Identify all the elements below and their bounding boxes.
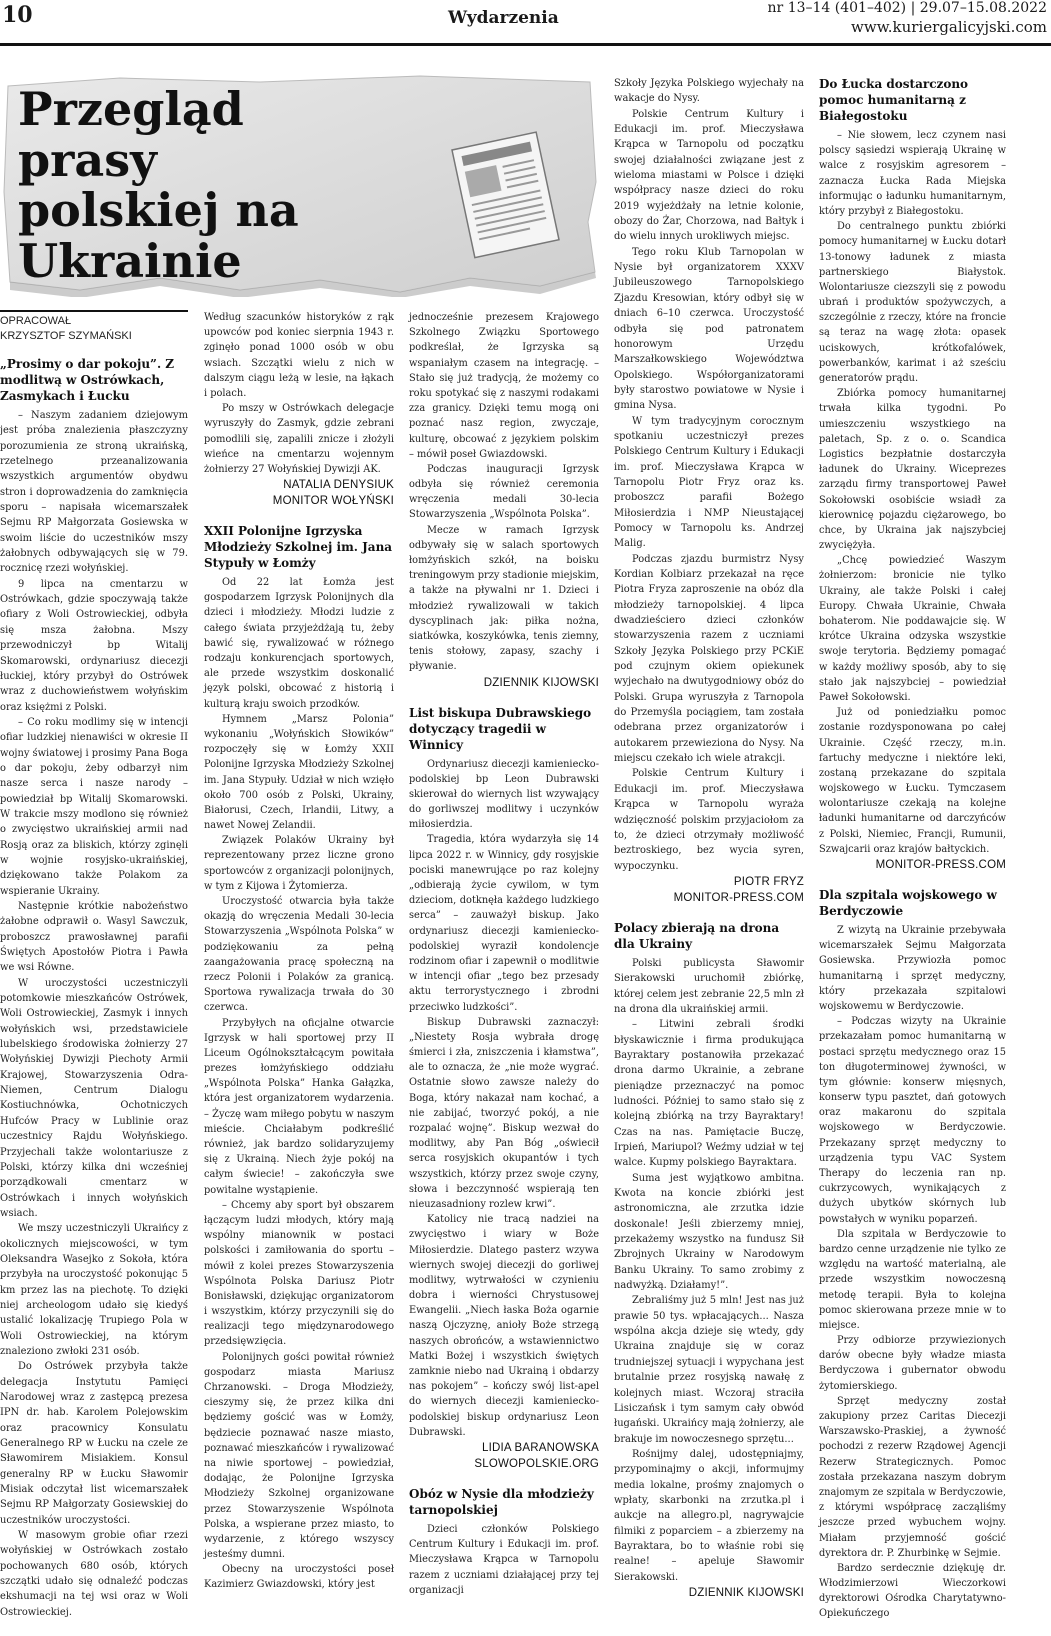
- paragraph: Mecze w ramach Igrzysk odbywały się w salach sportowych łomżyńskich szkół, na boisku treningowym przy stadionie miejskim, a także na pływalni nr 1. Dzieci i młodzież rywalizowali w takich dyscyplinach jak: piłka nożna, siatkówka, koszykówka, tenis ziemny, tenis stołowy, zapasy, szachy i pływanie.: [409, 524, 599, 673]
- paragraph: – Co roku modlimy się w intencji ofiar ludzkiej nienawiści w okresie II wojny światowej i prosimy Pana Boga o dar pokoju, żeby odbarzył nim nasze serca i nasze narody – powiedział bp Witalij Skomarowski. W trakcie mszy modlono się również o zwycięstwo ukraińskiej armii nad Rosją oraz za bliskich, którzy zginęli w wojnie rosyjsko-ukraińskiej, dziękowano także Polakom za wspieranie Ukrainy.: [0, 716, 188, 897]
- paragraph: Obecny na uroczystości poseł Kazimierz Gwiazdowski, który jest: [204, 1564, 394, 1591]
- paragraph: Szkoły Języka Polskiego wyjechały na wakacje do Nysy.: [614, 78, 804, 105]
- source: SLOWOPOLSKIE.ORG: [474, 1457, 599, 1470]
- paragraph: Zebraliśmy już 5 mln! Jest nas już prawie 50 tys. wpłacających... Nasza wspólna akcja dzieje się wtedy, gdy Ukraina znajduje się w coraz trudniejszej sytuacji i wypychana jest brutalnie przez rosyjską nawałę z kolejnych miast. Wczoraj straciła Lisiczańsk i tym samym cały obwód ługański. Ukraińcy mają żołnierzy, ale brakuje im nowoczesnego sprzętu...: [614, 1295, 804, 1445]
- column-5: [819, 76, 1006, 1622]
- byline-role: OPRACOWAŁ: [0, 315, 72, 327]
- paragraph: Według szacunków historyków z rąk upowców pod koniec sierpnia 1943 r. zginęło ponad 1000 osób w obu wsiach. Szczątki wielu z nich w dalszym ciągu leżą w lesie, na łąkach i polach.: [204, 312, 394, 399]
- paragraph: Bardzo serdecznie dziękuję dr. Włodzimierzowi Wieczorkowi dyrektorowi Ośrodka Charytatywno-Opiekuńczego: [819, 1562, 1006, 1620]
- article-headline: Polacy zbierają na drona dla Ukrainy: [614, 920, 780, 951]
- paragraph: Tego roku Klub Tarnopolan w Nysie był organizatorem XXXV Jubileuszowego Tarnopolskiego Zjazdu Kresowian, który odbył się w dniach 6–10 czerwca. Uroczystość odbyła się pod patronatem honorowym Urzędu Marszałkowskiego Województwa Opolskiego. Współorganizatorami były starostwo powiatowe w Nysie i gmina Nysa.: [614, 246, 804, 412]
- page-number: 10: [2, 2, 33, 28]
- hero-title: Przegląd prasy polskiej na Ukrainie: [18, 82, 299, 288]
- hero-banner: [0, 72, 600, 297]
- paragraph: Biskup Dubrawski zaznaczył: „Niestety Rosja wybrała drogę śmierci i zła, zniszczenia i kłamstwa”, ale to oznacza, że „nie może wygrać. Ostatnie słowo zawsze należy do Boga, który nakazał nam kochać, a nie zabijać, tworzyć pokój, a nie rozpalać wojnę”. Biskup wezwał do modlitwy, aby Pan Bóg „oświecił serca rosyjskich okupantów i tych wszystkich, którzy przez swoje czyny, słowa i bezczynność wspierają ten nieuzasadniony rozlew krwi”.: [409, 1016, 599, 1210]
- paragraph: jednocześnie prezesem Krajowego Szkolnego Związku Sportowego podkreślał, że Igrzyska są wspaniałym czasem na integrację. – Stało się już tradycją, że możemy co roku spotykać się z naszymi rodakami zza granicy. Dzięki temu mogą oni poznać nasz region, zwyczaje, kulturę, obcować z językiem polskim – mówił poseł Gwiazdowski.: [409, 312, 599, 460]
- paragraph: 9 lipca na cmentarzu w Ostrówkach, gdzie spoczywają także ofiary z Woli Ostrowieckiej, odbyła się msza żałobna. Mszy przewodniczył bp Witalij Skomarowski, ordynariusz diecezji łuckiej, który przybył do Ostrówek wraz z duchowieństwem wołyńskim oraz księżmi z Polski.: [0, 578, 188, 713]
- column-2: [204, 310, 394, 1593]
- signature: LIDIA BARANOWSKA: [482, 1441, 599, 1454]
- paragraph: – Litwini zebrali środki błyskawicznie i firma produkująca Bayraktary postanowiła przekazać drona darmo Ukrainie, a zebrane pieniądze przeznaczyć na pomoc ludności. Później to samo stało się z kolejną zbiórką na trzy Bayraktary! Czas na nas. Pamiętacie Buczę, Irpień, Mariupol? Weźmy udział w tej walce. Kupmy polskiego Bayraktara.: [614, 1019, 804, 1169]
- paragraph: – Naszym zadaniem dziejowym jest próba znalezienia płaszczyzny porozumienia ze stroną ukraińską, rzetelnego przeanalizowania wszystkich argumentów obydwu stron i doprowadzenia do zamknięcia sporu – napisała wicemarszałek Sejmu RP Małgorzata Gosiewska w swoim liście do uczestników mszy żałobnych odbywających się w 79. rocznicę rzezi wołyńskiej.: [0, 410, 188, 575]
- paragraph: W masowym grobie ofiar rzezi wołyńskiej w Ostrówkach zostało pochowanych 680 osób, których szczątki udało się odnaleźć podczas ekshumacji na tej wsi oraz w Woli Ostrowieckiej.: [0, 1530, 188, 1618]
- paragraph: Związek Polaków Ukrainy był reprezentowany przez liczne grono sportowców z organizacji polonijnych, w tym z Kijowa i Żytomierza.: [204, 835, 394, 892]
- paragraph: Tragedia, która wydarzyła się 14 lipca 2022 r. w Winnicy, gdy rosyjskie pociski manewrujące po raz kolejny „odbierają życie cywilom, w tym dzieciom, dotknęła każdego ludzkiego serca” – zauważył biskup. Jako ordynariusz diecezji kamieniecko-podolskiej wyraził kondolencje rodzinom ofiar i zapewnił o modlitwie w intencji ofiar „tego bez przesady aktu terrorystycznego i zbrodni przeciwko ludzkości”.: [409, 834, 599, 1013]
- article-headline: „Prosimy o dar pokoju”. Z modlitwą w Ostrówkach, Zasmykach i Łucku: [0, 357, 175, 403]
- source: MONITOR WOŁYŃSKI: [272, 495, 394, 508]
- article-headline: Do Łucka dostarczono pomoc humanitarną z Białegostoku: [819, 77, 969, 123]
- paragraph: W uroczystości uczestniczyli potomkowie mieszkańców Ostrówek, Woli Ostrowieckiej, Zasmyk i innych wołyńskich wsi, przedstawiciele lubelskiego środowiska żołnierzy 27 Wołyńskiej Dywizji Piechoty Armii Krajowej, Stowarzyszenia Odra-Niemen, Centrum Dialogu Kostiuchnówka, Ochotniczych Hufców Pracy w Lublinie oraz uczestnicy Rajdu Wołyńskiego. Przyjechali także wolontariusze z Polski, którzy kilka dni wcześniej porządkowali cmentarz w Ostrówkach i innych wołyńskich wsiach.: [0, 977, 188, 1219]
- source: MONITOR-PRESS.COM: [673, 891, 804, 904]
- paragraph: Polonijnych gości powitał również gospodarz miasta Mariusz Chrzanowski. – Droga Młodzieży, cieszymy się, że przez kilka dni będziemy gościć was w Łomży, będziecie poznawać nasze miasto, poznawać mieszkańców i rywalizować na niwie sportowej – powiedział, dodając, że Polonijne Igrzyska Młodzieży Szkolnej organizowane przez Stowarzyszenie Wspólnota Polska, a wspierane przez miasto, to wydarzenie, z którego wszyscy jesteśmy dumni.: [204, 1351, 394, 1561]
- paragraph: – Podczas wizyty na Ukrainie przekazałam pomoc humanitarną w postaci sprzętu medycznego oraz 15 ton długoterminowej żywności, w tym głównie: konserw mięsnych, konserw typu pasztet, dań gotowych oraz makaronu do szpitala wojskowego w Berdyczowie. Przekazany sprzęt medyczny to urządzenia typu VAC System Therapy do leczenia ran np. cukrzycowych, wynikających z dużych ubytków skórnych lub powstałych w wyniku poparzeń.: [819, 1016, 1006, 1225]
- paragraph: Przy odbiorze przywiezionych darów obecne były władze miasta Berdyczowa i gubernator obwodu żytomierskiego.: [819, 1335, 1006, 1392]
- paragraph: We mszy uczestniczyli Ukraińcy z okolicznych miejscowości, w tym Oleksandra Wasejko z Sokoła, która przybyła na uroczystość pokonując 5 km przez las na piechotę. To dzięki niej archeologom udało się kiedyś ustalić lokalizację Trupiego Pola w Woli Ostrowieckiej, na którym znaleziono zwłoki 231 osób.: [0, 1223, 188, 1357]
- paragraph: Po mszy w Ostrówkach delegacje wyruszyły do Zasmyk, gdzie zebrani pomodlili się, zapalili znicze i złożyli wieńce na cmentarzu wojennym żołnierzy 27 Wołyńskiej Dywizji AK.: [204, 403, 394, 475]
- section-title: Wydarzenia: [448, 8, 559, 28]
- issue-info: nr 13–14 (401–402) | 29.07–15.08.2022: [767, 0, 1047, 16]
- source: DZIENNIK KIJOWSKI: [688, 1586, 804, 1599]
- paragraph: Polskie Centrum Kultury i Edukacji im. prof. Mieczysława Krąpca w Tarnopolu wyraża wdzięczność polskim przyjaciołom za to, że dzieci otrzymały możliwość beztroskiego, bez wycia syren, wypoczynku.: [614, 768, 804, 872]
- article-headline: Dla szpitala wojskowego w Berdyczowie: [819, 888, 997, 918]
- paragraph: Do centralnego punktu zbiórki pomocy humanitarnej w Łucku dotarł 13-tonowy ładunek z miasta partnerskiego Białystok. Wolontariusze ciezszyli się z powodu ubrań i produktów spożywczych, a szczególnie z rzeczy, które na froncie są teraz na wagę złota: opasek uciskowych, krótkofalówek, powerbanków, karimat i aż sześciu generatorów prądu.: [819, 221, 1006, 384]
- paragraph: Podczas inauguracji Igrzysk odbyła się również ceremonia wręczenia medali 30-lecia Stowarzyszenia „Wspólnota Polska”.: [409, 463, 599, 521]
- paragraph: – Chcemy aby sport był obszarem łączącym ludzi młodych, który mają wspólny mianownik w postaci polskości i zamiłowania do sportu – mówił z kolei prezes Stowarzyszenia Wspólnota Polska Dariusz Piotr Bonisławski, dziękując organizatorom i wszystkim, którzy przyczynili się do realizacji tego międzynarodowego przedsięwzięcia.: [204, 1199, 394, 1348]
- paragraph: Następnie krótkie nabożeństwo żałobne odprawił o. Wasyl Sawczuk, proboszcz prawosławnej parafii Świętych Apostołów Piotra i Pawła we wsi Równe.: [0, 901, 188, 974]
- paragraph: Dla szpitala w Berdyczowie to bardzo cenne urządzenie nie tylko ze względu na wartość materialną, ale przede wszystkim nowoczesną metodę terapii. Była to kolejna pomoc skierowana przeze mnie w to miejsce.: [819, 1228, 1006, 1331]
- paragraph: Suma jest wyjątkowo ambitna. Kwota na koncie zbiórki jest astronomiczna, ale zrzutka idzie doskonale! Jeśli zbierzemy mniej, przekażemy wszystko na fundusz Sił Zbrojnych Ukrainy w Narodowym Banku Ukrainy. To samo zrobimy z nadwyżką. Działamy!”.: [614, 1172, 804, 1292]
- paragraph: Katolicy nie tracą nadziei na zwycięstwo i wiary w Boże Miłosierdzie. Dlatego pasterz wzywa wiernych swojej diecezji do gorliwej modlitwy, wytrwałości w czynieniu dobra i wierności Chrystusowej Ewangelii. „Niech łaska Boża ogarnie naszą Ojczyznę, anioły Boże strzegą naszych obrońców, a wstawiennictwo Matki Bożej i wszystkich świętych zamknie niebo nad Ukrainą i obdarzy nas pokojem” – kończy swój list-apel do wiernych diecezji kamieniecko-podolskiej biskup ordynariusz Leon Dubrawski.: [409, 1214, 599, 1438]
- column-4: [614, 76, 804, 1601]
- paragraph: Ordynariusz diecezji kamieniecko-podolskiej bp Leon Dubrawski skierował do wiernych list wzywający do gorliwszej modlitwy i uczynków miłosierdzia.: [409, 758, 599, 831]
- paragraph: Uroczystość otwarcia była także okazją do wręczenia Medali 30-lecia Stowarzyszenia „Wspólnota Polska” w podziękowaniu za pełną zaangażowania pracę społeczną na rzecz Polonii i Polaków za granicą. Sportowa rywalizacja trwała do 30 czerwca.: [204, 896, 394, 1014]
- signature: PIOTR FRYZ: [733, 875, 804, 888]
- paragraph: Z wizytą na Ukrainie przebywała wicemarszałek Sejmu Małgorzata Gosiewska. Przywiozła pomoc humanitarną i sprzęt medyczny, który przekazała szpitalowi wojskowemu w Berdyczowie.: [819, 925, 1006, 1012]
- paragraph: Dzieci członków Polskiego Centrum Kultury i Edukacji im. prof. Mieczysława Krąpca w Tarnopolu razem z uczniami działającej przy tej organizacji: [409, 1523, 599, 1596]
- paragraph: Rośnijmy dalej, udostępniajmy, przypominajmy o akcji, informujmy media lokalne, prośmy znajomych o wpłaty, skarbonki na zrzutka.pl i aukcje na allegro.pl, nagrywajcie filmiki z poparciem – a zbierzemy na Bayraktara, bo to właśnie robi się realne! – apeluje Sławomir Sierakowski.: [614, 1448, 804, 1583]
- paragraph: Hymnem „Marsz Polonia” wykonaniu „Wołyńskich Słowików” rozpoczęły się w Łomży XXII Polonijne Igrzyska Młodzieży Szkolnej im. Jana Stypuły. Udział w nich wzięło około 700 osób z Polski, Ukrainy, Białorusi, Czech, Irlandii, Litwy, a nawet Nowej Zelandii.: [204, 713, 394, 832]
- byline: [0, 310, 188, 344]
- paragraph: „Chcę powiedzieć Waszym żołnierzom: bronicie nie tylko Ukrainy, ale także Polski i całej Europy. Chwała Ukrainie, Chwała bohaterom. Nie poddawajcie się. W krótce Ukraina odzyska wszystkie swoje terytoria. Będziemy pomagać w każdy możliwy sposób, aby to się stało jak najszybciej – powiedział Paweł Sokołowski.: [819, 555, 1006, 703]
- column-3: [409, 310, 599, 1598]
- article-headline: List biskupa Dubrawskiego dotyczący tragedii w Winnicy: [409, 705, 592, 752]
- page-header: [0, 0, 1051, 46]
- article-headline: Obóz w Nysie dla młodzieży tarnopolskiej: [409, 1486, 594, 1517]
- source: DZIENNIK KIJOWSKI: [483, 676, 599, 689]
- paragraph: Przybyłych na oficjalne otwarcie Igrzysk w hali sportowej przy II Liceum Ogólnokształcącym powitała prezes łomżyńskiego oddziału „Wspólnota Polska” Hanka Gałązka, która jest organizatorem wydarzenia. – Życzę wam miłego pobytu w naszym mieście. Chciałabym podkreślić również, jak bardzo solidaryzujemy się z Ukrainą. Niech żyje pokój na całym świecie! – zakończyła swe powitalne wystąpienie.: [204, 1017, 394, 1196]
- article-headline: XXII Polonijne Igrzyska Młodzieży Szkolnej im. Jana Stypuły w Łomży: [204, 524, 393, 571]
- paragraph: W tym tradycyjnym corocznym spotkaniu uczestniczył prezes Polskiego Centrum Kultury i Edukacji im. prof. Mieczysława Krąpca w Tarnopolu Piotr Fryz oraz ks. proboszcz parafii Bożego Miłosierdzia i NMP Nieustającej Pomocy w Tarnopolu ks. Andrzej Malig.: [614, 415, 804, 550]
- column-1: [0, 310, 188, 1620]
- paragraph: Polski publicysta Sławomir Sierakowski uruchomił zbiórkę, której celem jest zebranie 22,5 mln zł na drona dla ukraińskiej armii.: [614, 957, 804, 1015]
- paragraph: Zbiórka pomocy humanitarnej trwała kilka tygodni. Po umieszczeniu wszystkiego na paletach, Sp. z o. o. Scandica Logistics bezpłatnie dostarczyła ładunek do Ukrainy. Wiceprezes zarządu firmy transportowej Paweł Sokołowski osobiście wsiadł za kierownicę pojazdu ciężarowego, bo chce, by Ukraina jak najszybciej zwyciężyła.: [819, 388, 1006, 552]
- signature: NATALIA DENYSIUK: [283, 479, 394, 492]
- paragraph: – Nie słowem, lecz czynem nasi polscy sąsiedzi wspierają Ukrainę w walce z rosyjskim agresorem –zaznacza Łucka Rada Miejska informując o ładunku humanitarnym, który przybył z Białegostoku.: [819, 130, 1006, 217]
- paragraph: Podczas zjazdu burmistrz Nysy Kordian Kolbiarz przekazał na ręce Piotra Fryza zaproszenie na obóz dla młodzieży tarnopolskiej. 4 lipca dwadzieściero dzieci członków stowarzyszenia razem z uczniami Szkoły Języka Polskiego przy PCKiE pod czujnym okiem opiekunek wyjechało na dwutygodniowy obóz do Polski. Grupa wyruszyła z Tarnopola do Przemyśla pociągiem, tam została odebrana przez organizatorów i autokarem przewieziona do Nysy. Na miejscu czekało ich wiele atrakcji.: [614, 553, 804, 765]
- site-url: www.kuriergalicyjski.com: [851, 18, 1047, 36]
- paragraph: Od 22 lat Łomża jest gospodarzem Igrzysk Polonijnych dla dzieci i młodzieży. Młodzi ludzie z całego świata przyjeżdżają tu, żeby bawić się, rywalizować w różnego rodzaju konkurencjach sportowych, ale przede wszystkim doskonalić język polski, obcować z historią i kulturą kraju swoich przodków.: [204, 577, 394, 710]
- paragraph: Już od poniedziałku pomoc zostanie rozdysponowana po całej Ukrainie. Część rzeczy, m.in. fartuchy medyczne i niektóre leki, zostaną przekazane do szpitala wojskowego w Łucku. Tymczasem wolontariusze czekają na kolejne ładunki humanitarne od darczyńców z Polski, Niemiec, Francji, Rumunii, Szwajcarii oraz krajów bałtyckich.: [819, 707, 1006, 855]
- paragraph: Polskie Centrum Kultury i Edukacji im. prof. Mieczysława Krąpca w Tarnopolu od początku swojej działalności związane jest z wieloma miastami w Polsce i dzięki współpracy nasze dzieci do roku 2019 wyjeżdżały na letnie kolonie, obozy do Żar, Chorzowa, nad Bałtyk i do wielu innych urokliwych miejsc.: [614, 108, 804, 243]
- paragraph: Sprzęt medyczny został zakupiony przez Caritas Diecezji Warszawsko-Praskiej, a żywność pochodzi z rezerw Rządowej Agencji Rezerw Strategicznych. Pomoc została przekazana naszym dobrym znajomym ze szpitala w Berdyczowie, z którymi współpracę zacząliśmy jeszcze przed wybuchem wojny. Miałam przyjemność gościć dyrektora dr. P. Zhurbinkę w Sejmie.: [819, 1395, 1006, 1559]
- paragraph: Do Ostrówek przybyła także delegacja Instytutu Pamięci Narodowej wraz z zastępcą prezesa IPN dr. hab. Karolem Polejowskim oraz pracownicy Konsulatu Generalnego RP w Łucku na czele ze Sławomirem Misiakiem. Konsul generalny RP w Łucku Sławomir Misiak odczytał list wicemarszałek Sejmu RP Małgorzaty Gosiewskiej do uczestników uroczystości.: [0, 1361, 188, 1526]
- byline-author: KRZYSZTOF SZYMAŃSKI: [0, 330, 132, 342]
- source: MONITOR-PRESS.COM: [875, 859, 1006, 871]
